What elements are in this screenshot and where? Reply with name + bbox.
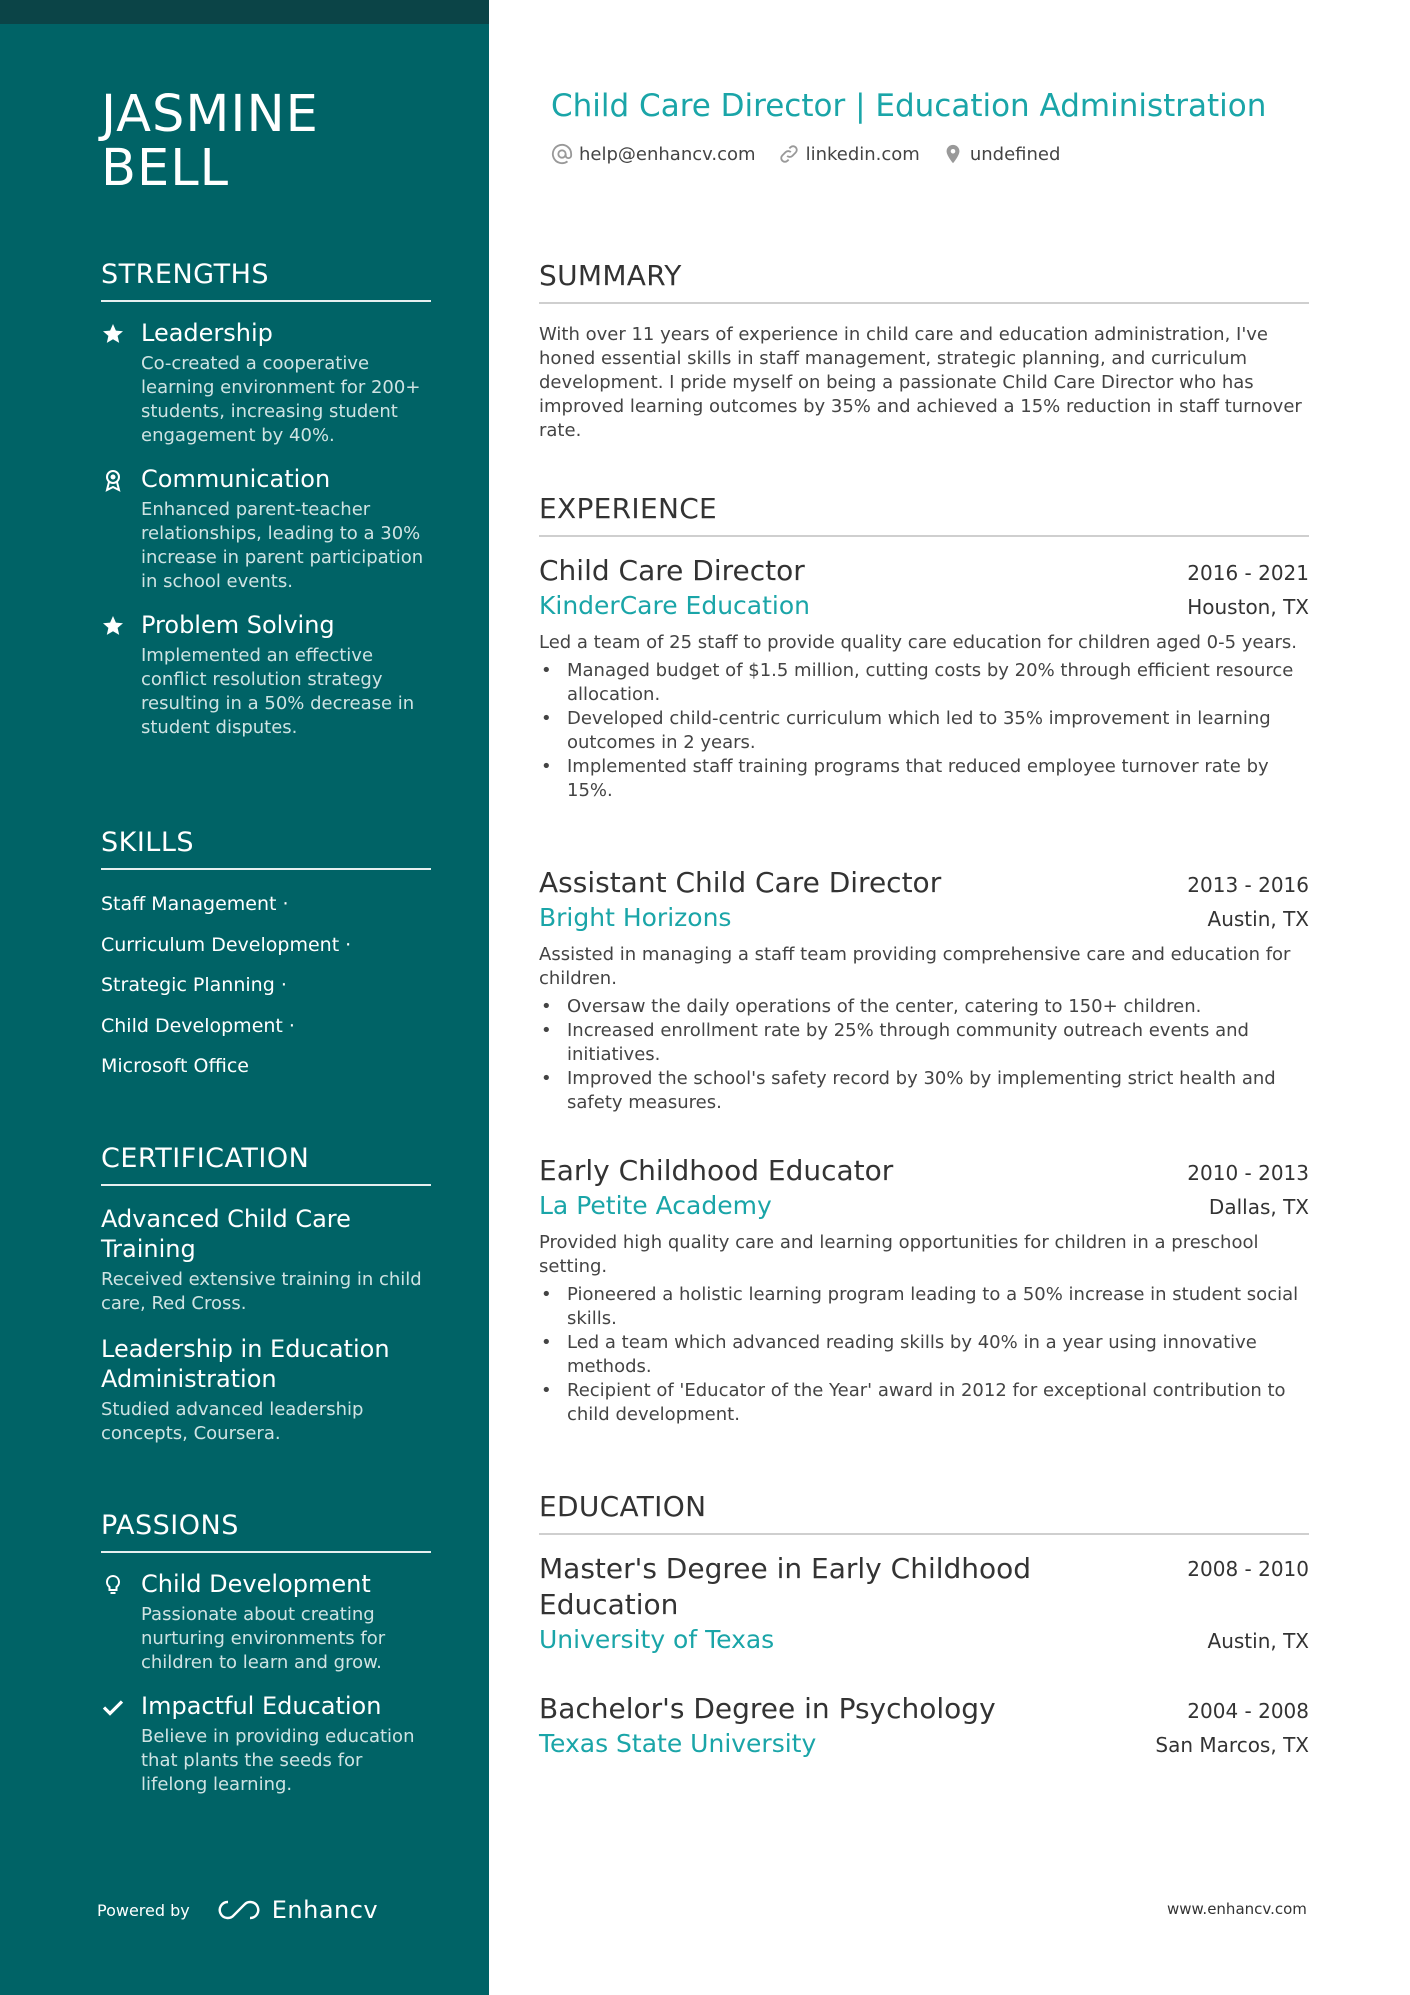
strength-title: Problem Solving (141, 611, 335, 639)
strength-item (101, 318, 431, 448)
passion-desc: Believe in providing education that plants the seeds for lifelong learning. (141, 1726, 415, 1795)
job-bullets (539, 659, 1309, 803)
strength-desc: Implemented an effective conflict resolution strategy resulting in a 50% decrease in student disputes. (141, 645, 415, 738)
passion-item (101, 1569, 431, 1675)
enhancv-logo-icon (218, 1898, 264, 1922)
last-name: BELL (101, 139, 230, 198)
job-description: Assisted in managing a staff team providing comprehensive care and education for children. (539, 944, 1291, 989)
job-bullet: • Managed budget of $1.5 million, cutting costs by 20% through efficient resource allocation. (539, 659, 1309, 707)
job-description: Provided high quality care and learning opportunities for children in a preschool setting. (539, 1232, 1259, 1277)
footer-url[interactable]: www.enhancv.com (1167, 1900, 1307, 1918)
sidebar (0, 0, 489, 1995)
job-bullet: • Improved the school's safety record by 30% by implementing strict health and safety measures. (539, 1067, 1309, 1115)
skills-list (101, 884, 431, 1087)
contact-email[interactable] (551, 143, 756, 165)
job-bullets (539, 1283, 1309, 1427)
education-heading: EDUCATION (539, 1489, 1309, 1535)
award-icon (101, 468, 125, 492)
email-text: help@enhancv.com (579, 143, 756, 165)
certification-section (101, 1142, 431, 1446)
education-school: Texas State University (539, 1729, 817, 1758)
skill-item: Curriculum Development · (101, 933, 352, 956)
job-bullet: • Recipient of 'Educator of the Year' award in 2012 for exceptional contribution to child development. (539, 1379, 1309, 1427)
enhancv-brand-name: Enhancv (271, 1896, 379, 1924)
strength-item (101, 464, 431, 594)
link-icon (778, 143, 800, 165)
job-bullet: • Developed child-centric curriculum which led to 35% improvement in learning outcomes in 2 years. (539, 707, 1309, 755)
linkedin-text: linkedin.com (805, 143, 920, 165)
powered-by-label: Powered by (97, 1900, 190, 1920)
cert-desc: Received extensive training in child care, Red Cross. (101, 1269, 422, 1314)
skill-item: Child Development · (101, 1014, 295, 1037)
passions-heading: PASSIONS (101, 1509, 431, 1553)
summary-text: With over 11 years of experience in child care and education administration, I've honed essential skills in staff management, strategic planning, and curriculum development. I pride myself on being a passionate Child Care Director who has improved learning outcomes by 35% and achieved a 15% reduction in staff turnover rate. (539, 324, 1302, 441)
summary-heading: SUMMARY (539, 258, 1309, 304)
education-dates: 2008 - 2010 (1187, 1557, 1309, 1581)
education-degree: Bachelor's Degree in Psychology (539, 1692, 996, 1725)
checkmark-icon (101, 1695, 125, 1719)
education-school: University of Texas (539, 1625, 775, 1654)
job-dates: 2016 - 2021 (1187, 561, 1309, 585)
location-pin-icon (942, 143, 964, 165)
star-icon (101, 322, 125, 346)
job-description: Led a team of 25 staff to provide quality care education for children aged 0-5 years. (539, 632, 1298, 653)
job-location: Houston, TX (1187, 595, 1309, 619)
candidate-name (101, 85, 319, 198)
passion-item (101, 1691, 431, 1797)
contact-location (942, 143, 1061, 165)
skill-item: Staff Management · (101, 893, 289, 915)
job-title: Child Care Director (539, 554, 805, 587)
job-bullet: • Increased enrollment rate by 25% through community outreach events and initiatives. (539, 1019, 1309, 1067)
job-dates: 2010 - 2013 (1187, 1161, 1309, 1185)
education-dates: 2004 - 2008 (1187, 1699, 1309, 1723)
job-bullet: • Led a team which advanced reading skills by 40% in a year using innovative methods. (539, 1331, 1309, 1379)
education-degree: Master's Degree in Early Childhood Education (539, 1552, 1032, 1621)
enhancv-logo[interactable] (218, 1896, 378, 1924)
skill-item: Microsoft Office (101, 1055, 249, 1077)
cert-title: Advanced Child Care Training (101, 1205, 351, 1263)
passions-section (101, 1509, 431, 1797)
passion-desc: Passionate about creating nurturing environments for children to learn and grow. (141, 1604, 386, 1673)
job-title: Assistant Child Care Director (539, 866, 942, 899)
job-entry (539, 1153, 1309, 1427)
strengths-heading: STRENGTHS (101, 258, 431, 302)
job-location: Dallas, TX (1208, 1195, 1309, 1219)
job-dates: 2013 - 2016 (1187, 873, 1309, 897)
at-icon (551, 143, 573, 165)
strength-title: Leadership (141, 319, 273, 347)
cert-desc: Studied advanced leadership concepts, Coursera. (101, 1399, 364, 1444)
education-entry (539, 1691, 1309, 1761)
education-location: Austin, TX (1207, 1629, 1309, 1653)
first-name: JASMINE (101, 85, 319, 144)
education-entry (539, 1551, 1309, 1657)
job-company: La Petite Academy (539, 1191, 772, 1220)
job-bullet: • Oversaw the daily operations of the center, catering to 150+ children. (539, 995, 1309, 1019)
job-title: Early Childhood Educator (539, 1154, 894, 1187)
sidebar-top-bar (0, 0, 489, 24)
skill-item: Strategic Planning · (101, 974, 287, 996)
cert-item (101, 1204, 431, 1316)
job-entry (539, 865, 1309, 1115)
passion-title: Child Development (141, 1570, 371, 1598)
cert-title: Leadership in Education Administration (101, 1335, 390, 1393)
contact-bar (551, 143, 1082, 165)
job-entry (539, 553, 1309, 803)
education-location: San Marcos, TX (1155, 1733, 1309, 1757)
strength-desc: Enhanced parent-teacher relationships, leading to a 30% increase in parent participation in school events. (141, 499, 424, 592)
job-bullet: • Implemented staff training programs that reduced employee turnover rate by 15%. (539, 755, 1309, 803)
job-company: Bright Horizons (539, 903, 732, 932)
location-text: undefined (969, 143, 1061, 165)
strength-item (101, 610, 431, 740)
job-bullet: • Pioneered a holistic learning program leading to a 50% increase in student social skills. (539, 1283, 1309, 1331)
certification-heading: CERTIFICATION (101, 1142, 431, 1186)
strength-title: Communication (141, 465, 331, 493)
star-icon (101, 614, 125, 638)
headline: Child Care Director | Education Administration (551, 88, 1267, 124)
skills-heading: SKILLS (101, 826, 431, 870)
cert-item (101, 1334, 431, 1446)
passion-title: Impactful Education (141, 1692, 382, 1720)
contact-linkedin[interactable] (778, 143, 920, 165)
lightbulb-icon (101, 1573, 125, 1597)
job-bullets (539, 995, 1309, 1115)
strength-desc: Co-created a cooperative learning environment for 200+ students, increasing student engagement by 40%. (141, 353, 421, 446)
strengths-section (101, 258, 431, 740)
experience-heading: EXPERIENCE (539, 491, 1309, 537)
skills-section (101, 826, 431, 1087)
job-location: Austin, TX (1207, 907, 1309, 931)
job-company: KinderCare Education (539, 591, 811, 620)
powered-by (97, 1896, 378, 1924)
